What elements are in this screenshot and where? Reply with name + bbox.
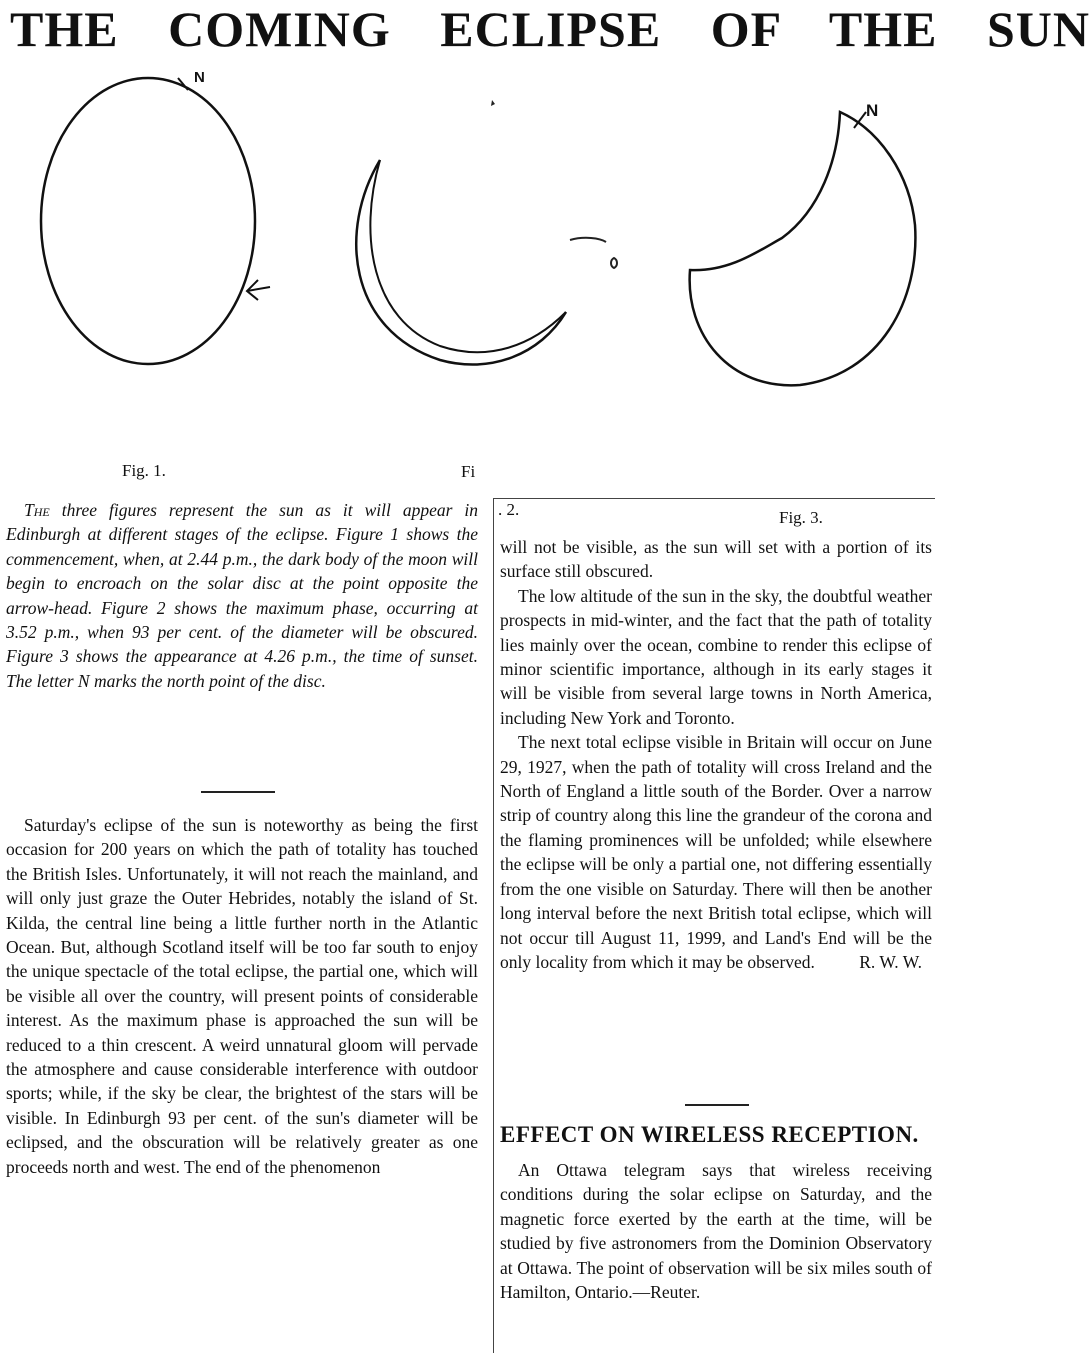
fig2-caption-right: . 2.: [498, 500, 520, 519]
article-paragraph-4: [500, 730, 932, 974]
wireless-paragraph: An Ottawa telegram says that wireless receiving conditions during the solar eclipse on Saturday, and the magnetic force exerted by the earth at the time, will be studied by five astronomers from the Dominion Observatory at Ottawa. The point of observation will be six miles south of Hamilton, Ontario.—Reuter.: [500, 1160, 932, 1303]
fig1-caption: Fig. 1.: [122, 461, 166, 480]
headline: THE COMING ECLIPSE OF THE SUN: [10, 1, 1090, 57]
arrow-head-icon: [247, 280, 270, 300]
figure-1-sun-disc: [41, 78, 270, 364]
wireless-heading: EFFECT ON WIRELESS RECEPTION.: [500, 1122, 919, 1147]
caption-body: three figures represent the sun as it will appear in Edinburgh at different stages of the eclipse. Figure 1 shows the commencement, when, at 2.44 p.m., the dark body of the moon will begin to encroach on the solar disc at the point opposite the arrow-head. Figure 2 shows the maximum phase, occurring at 3.52 p.m., when 93 per cent. of the diameter will be obscured. Figure 3 shows the appearance at 4.26 p.m., the time of sunset. The letter N marks the north point of the disc.: [6, 500, 478, 691]
article-paragraph-1: Saturday's eclipse of the sun is noteworthy as being the first occasion for 200 years on which the path of totality has touched the British Isles. Unfortunately, it will not reach the mainland, and will only just graze the Outer Hebrides, notably the island of St. Kilda, the central line being a little further north in the Atlantic Ocean. But, although Scotland itself will be too far south to enjoy the unique spectacle of the total eclipse, the partial one, which will be visible all over the country, will present points of considerable interest. As the maximum phase is approached the sun will be reduced to a thin crescent. A weird unnatural gloom will pervade the atmosphere and cause considerable interference with outdoor sports; while, if the sky be clear, the brightest of the stars will be visible. In Edinburgh 93 per cent. of the sun's diameter will be eclipsed, and the obscuration will be relatively greater as one proceeds north and west. The end of the phenomenon: [6, 815, 478, 1177]
north-label-fig1: N: [194, 69, 205, 86]
north-label-fig3: N: [866, 101, 879, 120]
fig3-caption: Fig. 3.: [779, 508, 823, 527]
figure-2-crescent: [356, 100, 617, 365]
column-divider: [493, 498, 494, 1353]
article-paragraph-2: will not be visible, as the sun will set with a portion of its surface still obscured.: [500, 537, 932, 582]
eclipse-figures: [0, 60, 942, 460]
section-divider: [201, 791, 275, 793]
article-paragraph-3: The low altitude of the sun in the sky, the doubtful weather prospects in mid-winter, and the fact that the path of totality lies mainly over the ocean, combine to render this eclipse of minor scientific importance, although in its early stages it will be visible from several large towns in North America, including New York and Toronto.: [500, 585, 932, 728]
article-column-1: [6, 813, 478, 1179]
wireless-article: [500, 1158, 932, 1304]
section-divider-2: [685, 1104, 749, 1106]
article-paragraph-4-text: The next total eclipse visible in Britain will occur on June 29, 1927, when the path of totality will cross Ireland and the North of England a little south of the Border. Over a narrow strip of country along this line the grandeur of the corona and the flaming prominences will be unfolded; while elsewhere the eclipse will be only a partial one, not differing essentially from the one visible on Saturday. There will then be another long interval before the next British total eclipse, which will not occur till August 11, 1999, and Land's End will be the only locality from which it may be observed.: [500, 732, 932, 972]
figure-caption-paragraph: [6, 498, 478, 693]
author-signature: R. W. W.: [859, 951, 922, 972]
caption-lead-word: The: [24, 500, 50, 520]
column2-top-rule: [493, 498, 935, 499]
article-column-2: [500, 535, 932, 974]
fig2-caption-left: Fi: [461, 462, 476, 481]
figure-3-setting-sun: [690, 112, 916, 385]
